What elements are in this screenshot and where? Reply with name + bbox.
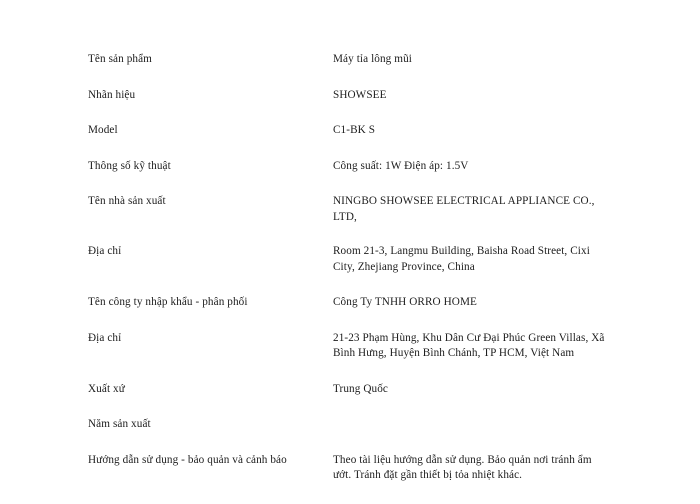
spec-value-line: City, Zhejiang Province, China [333, 260, 475, 273]
spec-value [333, 331, 640, 382]
spec-value-line: Công Ty TNHH ORRO HOME [333, 296, 477, 308]
spec-value-line: Máy tỉa lông mũi [333, 53, 412, 65]
table-row [88, 244, 640, 295]
spec-value [333, 194, 640, 244]
spec-label: Tên nhà sản xuất [88, 195, 166, 207]
spec-label: Model [88, 124, 118, 136]
table-row [88, 417, 640, 453]
spec-label: Nhãn hiệu [88, 88, 136, 101]
spec-value [333, 417, 640, 453]
spec-value-line: Room 21-3, Langmu Building, Baisha Road Street, Cixi [333, 245, 590, 257]
spec-value-line: 21-23 Phạm Hùng, Khu Dân Cư Đại Phúc Green Villas, Xã [333, 331, 605, 344]
table-row [88, 194, 640, 244]
table-row [88, 453, 640, 504]
spec-value-line: NINGBO SHOWSEE ELECTRICAL APPLIANCE CO., [333, 195, 595, 207]
spec-label: Năm sản xuất [88, 418, 151, 430]
spec-value-line [333, 417, 640, 418]
spec-value [333, 453, 640, 504]
spec-value [333, 382, 640, 418]
product-spec-table [88, 52, 640, 504]
table-row [88, 295, 640, 331]
spec-table-body [88, 52, 640, 504]
table-row [88, 52, 640, 88]
spec-value-line: LTD, [333, 210, 357, 223]
spec-value-line: Công suất: 1W Điện áp: 1.5V [333, 159, 469, 172]
spec-value-line: Bình Hưng, Huyện Bình Chánh, TP HCM, Việt Nam [333, 347, 575, 359]
spec-value-line: SHOWSEE [333, 88, 387, 101]
spec-label: Tên công ty nhập khẩu - phân phối [88, 296, 248, 308]
spec-value-line: ướt. Tránh đặt gần thiết bị tỏa nhiệt khác. [333, 469, 523, 481]
spec-value [333, 88, 640, 124]
spec-label: Thông số kỹ thuật [88, 159, 171, 172]
table-row [88, 88, 640, 124]
spec-value [333, 159, 640, 195]
spec-value [333, 295, 640, 331]
spec-label: Xuất xứ [88, 382, 125, 395]
table-row [88, 382, 640, 418]
spec-label: Hướng dẫn sử dụng - bảo quản và cảnh báo [88, 453, 287, 466]
spec-value-line: Theo tài liệu hướng dẫn sử dụng. Bảo quản nơi tránh ẩm [333, 453, 592, 466]
table-row [88, 159, 640, 195]
spec-value [333, 52, 640, 88]
table-row [88, 123, 640, 159]
spec-label: Địa chỉ [88, 331, 122, 344]
spec-value-line: Trung Quốc [333, 382, 388, 395]
spec-label: Địa chỉ [88, 245, 122, 257]
spec-value [333, 244, 640, 295]
spec-value-line: C1-BK S [333, 124, 376, 136]
spec-label: Tên sản phẩm [88, 53, 152, 65]
table-row [88, 331, 640, 382]
spec-value [333, 123, 640, 159]
